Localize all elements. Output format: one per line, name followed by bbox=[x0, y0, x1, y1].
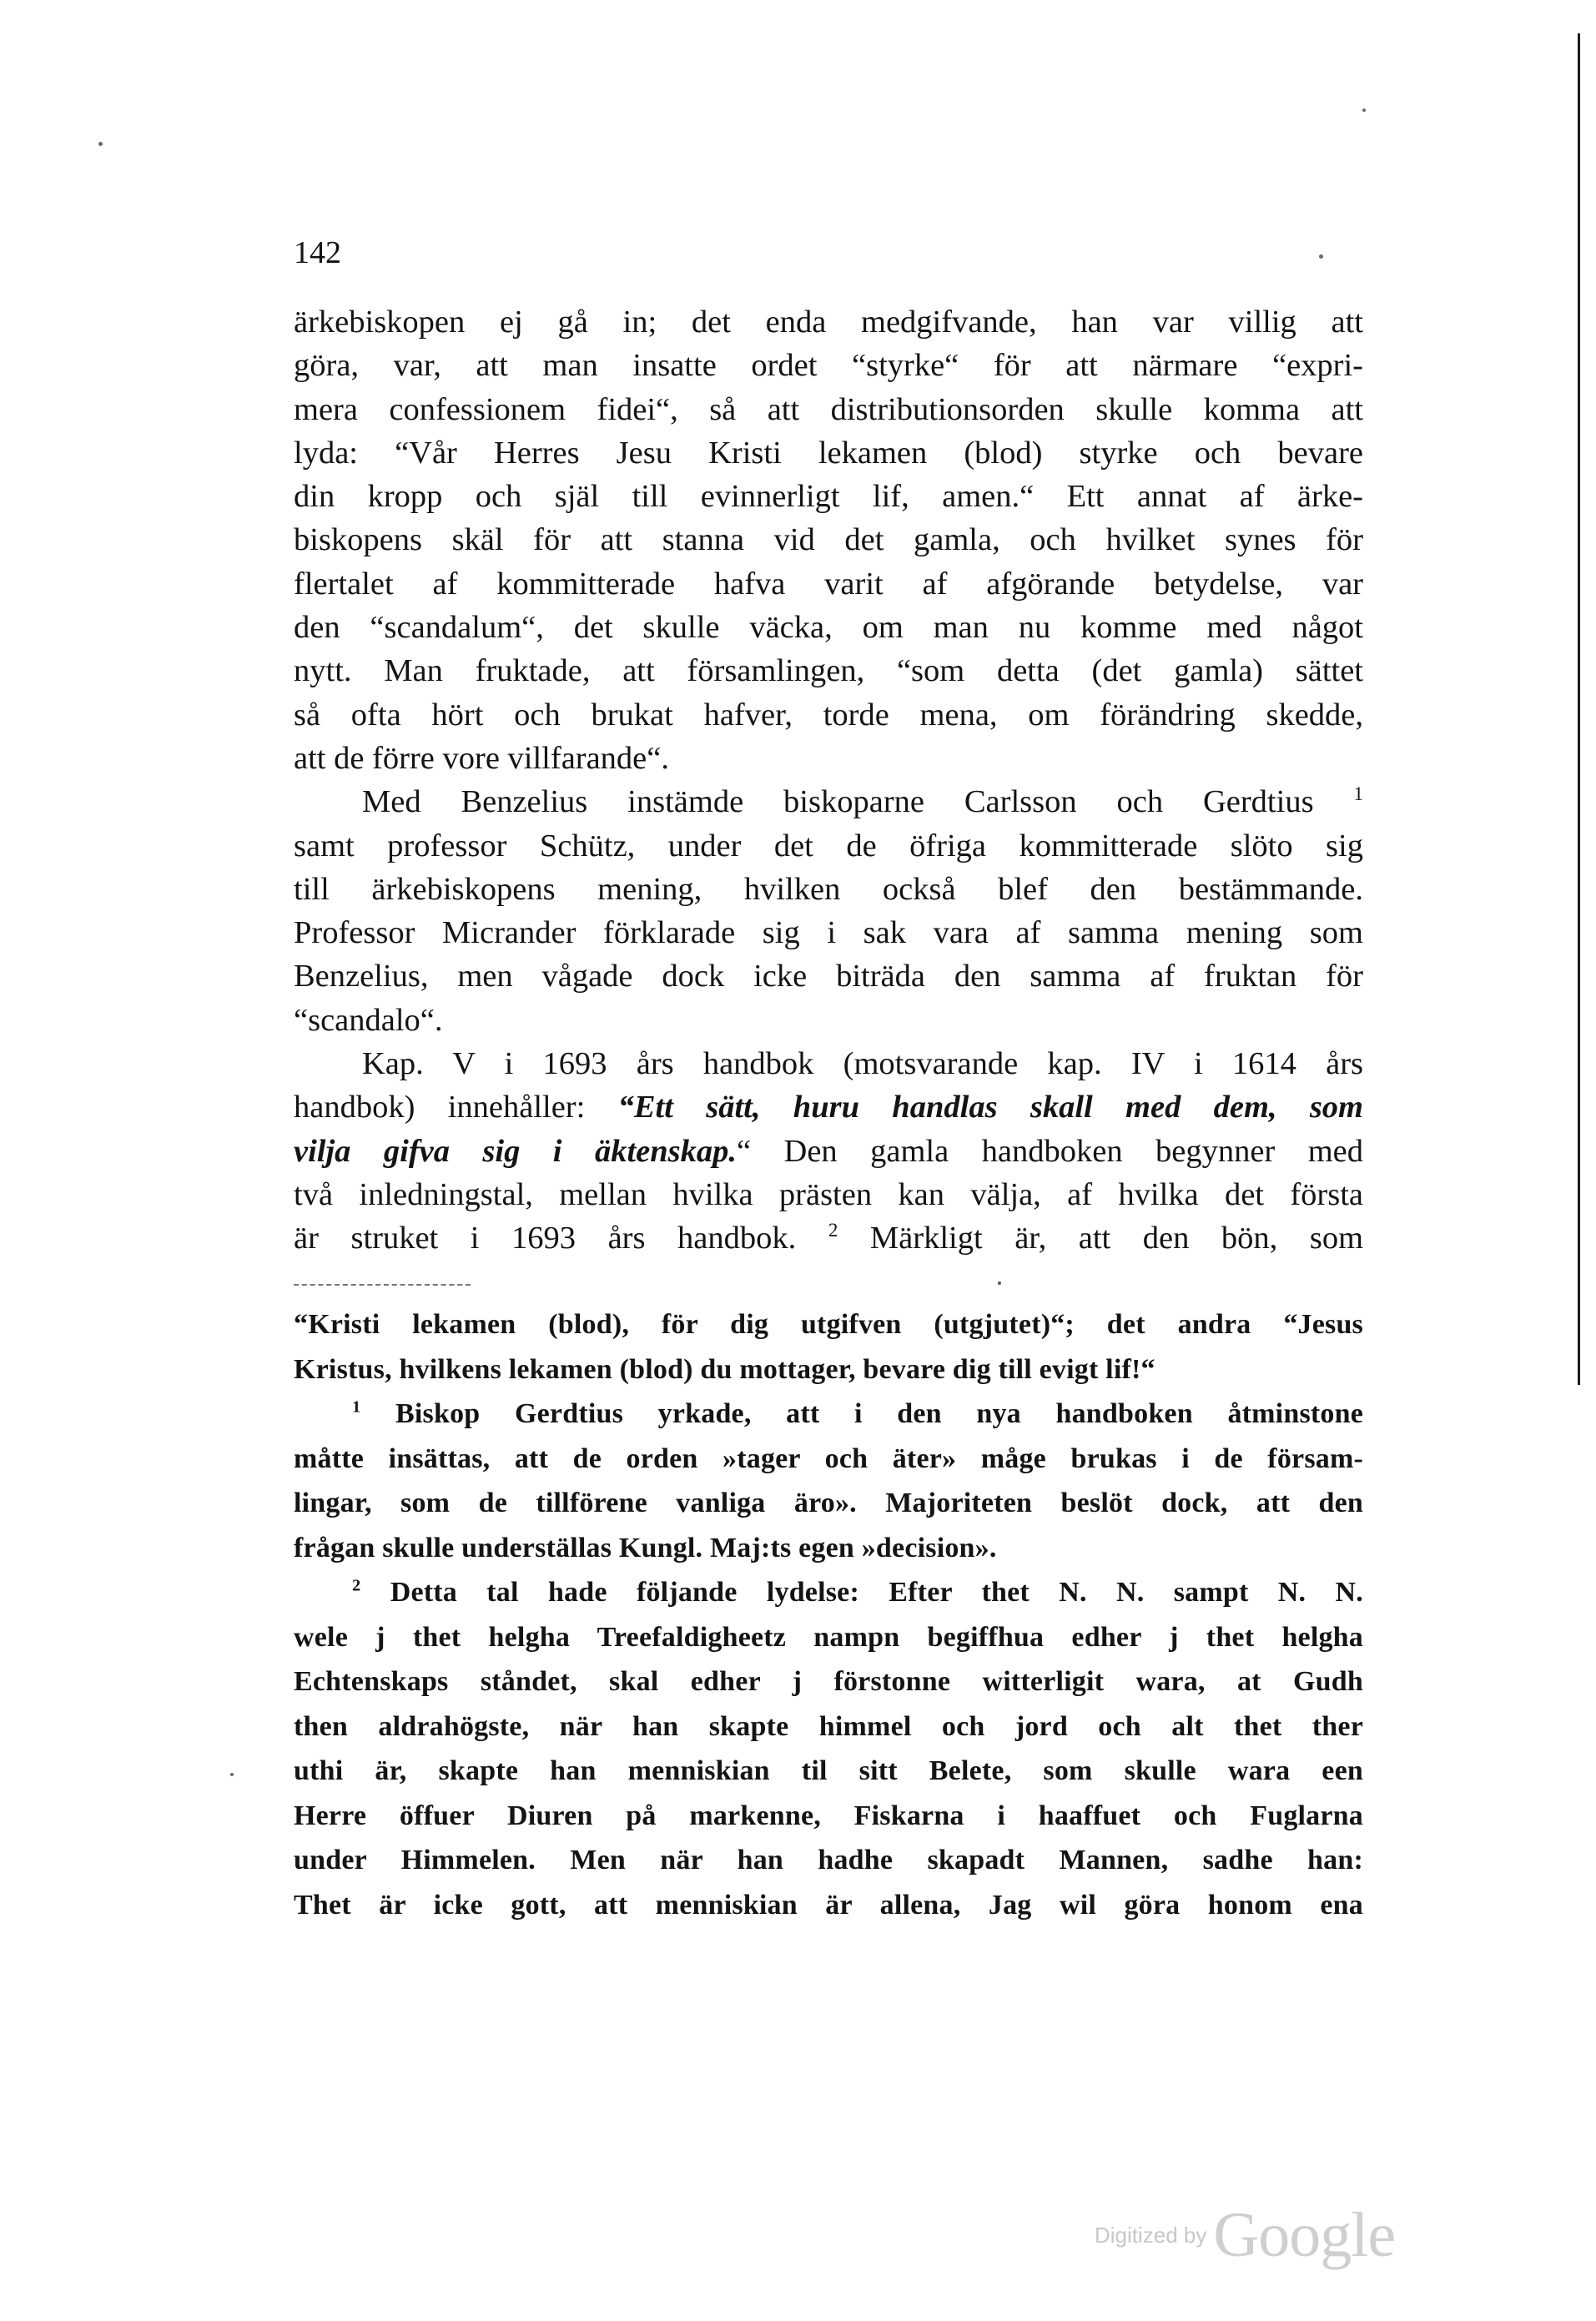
footnote-line: Kristus, hvilkens lekamen (blod) du mottager, bevare dig till evigt lif!“ bbox=[294, 1353, 1155, 1385]
footnote-line: then aldrahögste, när han skapte himmel och jord och alt thet ther bbox=[294, 1710, 1363, 1742]
footnote-separator bbox=[294, 1284, 471, 1286]
text-line bbox=[294, 1216, 1363, 1260]
footnote-marker: 1 bbox=[352, 1397, 361, 1417]
page-number: 142 bbox=[294, 235, 341, 270]
text-line: två inledningstal, mellan hvilka prästen kan välja, af hvilka det första bbox=[294, 1176, 1363, 1212]
text-line: Benzelius, men vågade dock icke biträda den samma af fruktan för bbox=[294, 959, 1363, 994]
text-segment: handbok) innehåller: bbox=[294, 1090, 586, 1125]
text-line bbox=[294, 1085, 1363, 1129]
scan-speck bbox=[998, 1281, 1001, 1285]
scan-speck bbox=[1319, 254, 1323, 259]
digitized-watermark bbox=[1095, 2198, 1453, 2273]
text-line: biskopens skäl för att stanna vid det gamla, och hvilket synes för bbox=[294, 522, 1363, 558]
footnotes bbox=[294, 1302, 1363, 1927]
footnote-ref: 1 bbox=[1353, 783, 1363, 805]
scan-speck bbox=[98, 142, 103, 146]
text-line: göra, var, att man insatte ordet “styrke“ för att närmare “expri- bbox=[294, 348, 1363, 384]
text-line: ärkebiskopen ej gå in; det enda medgifvande, han var villig att bbox=[294, 305, 1363, 340]
text-line: nytt. Man fruktade, att församlingen, “som detta (det gamla) sättet bbox=[294, 653, 1363, 689]
footnote-line: Thet är icke gott, att menniskian är allena, Jag wil göra honom ena bbox=[294, 1889, 1363, 1921]
footnote-line: “Kristi lekamen (blod), för dig utgifven (utgjutet)“; det andra “Jesus bbox=[294, 1309, 1363, 1340]
text-line bbox=[294, 780, 1363, 823]
footnote-ref: 2 bbox=[828, 1219, 838, 1241]
footnote-line: uthi är, skapte han menniskian til sitt Belete, som skulle wara een bbox=[294, 1755, 1363, 1786]
footnote-line: frågan skulle underställas Kungl. Maj:ts egen »decision». bbox=[294, 1532, 997, 1563]
text-line: så ofta hört och brukat hafver, torde mena, om förändring skedde, bbox=[294, 697, 1363, 733]
footnote-line: Echtenskaps ståndet, skal edher j förstonne witterligit wara, at Gudh bbox=[294, 1666, 1363, 1697]
page-edge-rule bbox=[1578, 33, 1580, 1385]
main-text bbox=[294, 300, 1363, 1261]
italic-title: vilja gifva sig i äktenskap. bbox=[294, 1133, 737, 1169]
text-line: Professor Micrander förklarade sig i sak vara af samma mening som bbox=[294, 915, 1363, 951]
scan-speck bbox=[230, 1773, 234, 1776]
text-line: flertalet af kommitterade hafva varit af afgörande betydelse, var bbox=[294, 566, 1363, 602]
text-segment: är struket i 1693 års handbok. bbox=[294, 1221, 797, 1256]
text-segment: Märkligt är, att den bön, som bbox=[869, 1221, 1364, 1256]
footnote-line bbox=[294, 1570, 1363, 1615]
watermark-prefix: Digitized by bbox=[1095, 2222, 1207, 2248]
italic-title: “Ett sätt, huru handlas skall med dem, som bbox=[617, 1090, 1363, 1125]
text-line-body: Med Benzelius instämde biskoparne Carlsson och Gerdtius bbox=[362, 784, 1314, 820]
text-line: samt professor Schütz, under det de öfriga kommitterade slöto sig bbox=[294, 828, 1363, 863]
text-line: till ärkebiskopens mening, hvilken också blef den bestämmande. bbox=[294, 871, 1363, 907]
footnote-text: Detta tal hade följande lydelse: Efter thet N. N. sampt N. N. bbox=[390, 1577, 1363, 1608]
scan-speck bbox=[1362, 108, 1366, 112]
text-line: den “scandalum“, det skulle väcka, om man nu komme med något bbox=[294, 610, 1363, 646]
text-line bbox=[294, 1130, 1363, 1173]
text-line: “scandalo“. bbox=[294, 1002, 443, 1038]
text-segment: “ Den gamla handboken begynner med bbox=[737, 1133, 1363, 1169]
text-line: lyda: “Vår Herres Jesu Kristi lekamen (blod) styrke och bevare bbox=[294, 435, 1363, 471]
text-line: att de förre vore villfarande“. bbox=[294, 740, 669, 776]
footnote-text: Biskop Gerdtius yrkade, att i den nya handboken åtminstone bbox=[395, 1398, 1363, 1429]
footnote-line: under Himmelen. Men när han hadhe skapadt Mannen, sadhe han: bbox=[294, 1845, 1363, 1875]
footnote-line: lingar, som de tillförene vanliga äro». Majoriteten beslöt dock, att den bbox=[294, 1488, 1363, 1518]
footnote-line: måtte insättas, att de orden »tager och äter» måge brukas i de försam- bbox=[294, 1442, 1363, 1474]
text-line: din kropp och själ till evinnerligt lif, amen.“ Ett annat af ärke- bbox=[294, 479, 1363, 515]
text-line: mera confessionem fidei“, så att distributionsorden skulle komma att bbox=[294, 391, 1363, 427]
google-logo: Google bbox=[1213, 2199, 1396, 2270]
footnote-marker: 2 bbox=[352, 1576, 361, 1595]
footnote-line: wele j thet helgha Treefaldigheetz nampn begiffhua edher j thet helgha bbox=[294, 1621, 1363, 1653]
footnote-line bbox=[294, 1392, 1363, 1437]
footnote-line: Herre öffuer Diuren på markenne, Fiskarna i haaffuet och Fuglarna bbox=[294, 1800, 1363, 1831]
text-line: Kap. V i 1693 års handbok (motsvarande kap. IV i 1614 års bbox=[362, 1046, 1363, 1082]
